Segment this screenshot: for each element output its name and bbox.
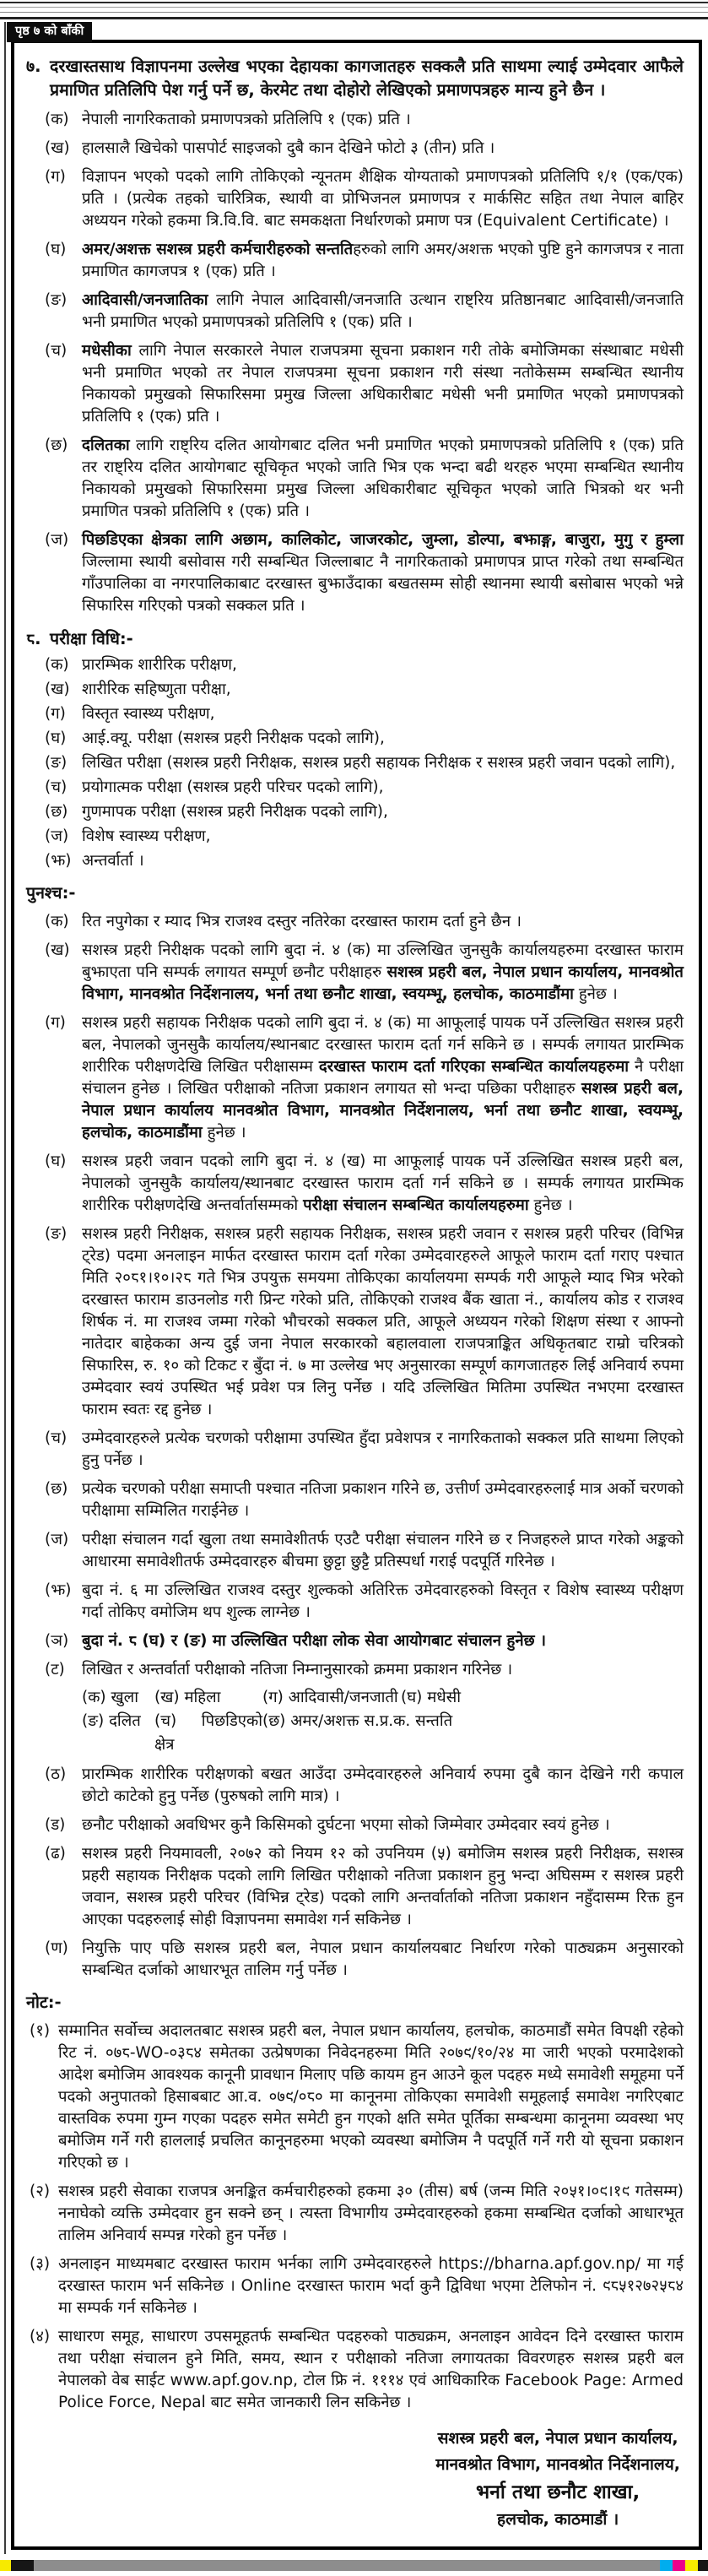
result-order-cell: (छ) अमर/अशक्त स.प्र.क. सन्तति [262,1712,453,1730]
note-item-2 [26,2181,684,2247]
item-label: (ण) [45,1939,68,1957]
item-text: अनलाइन माध्यमबाट दरखास्त फाराम भर्नका लागि उम्मेदवारहरुले https://bharna.apf.gov.np/ मा गई दरखास्त फाराम भर्न सकिनेछ । Online दरखास्त फाराम भर्दा कुनै द्विविधा भएमा टेलिफोन नं. ९८५१२७२५८४ मा सम्पर्क गर्न सकिनेछ । [58,2255,684,2317]
item-label: (ज) [45,1531,69,1548]
signature-line-1: सशस्त्र प्रहरी बल, नेपाल प्रधान कार्यालय, [437,2429,678,2448]
top-rule-upper [0,2,708,8]
result-order-cell: (ङ) दलित [82,1712,141,1730]
item-label: (च) [45,1429,68,1447]
item-text: उम्मेदवारहरुले प्रत्येक चरणको परीक्षामा उपस्थित हुँदा प्रवेशपत्र र नागरिकताको सक्कल प्रति साथमा लिएको हुनु पर्नेछ । [82,1429,684,1469]
result-order-row-2 [82,1710,684,1757]
item-label: (ग) [45,1014,66,1032]
item-text: प्रारम्भिक शारीरिक परीक्षणको बखत आउँदा उम्मेदवारहरुले अनिवार्य रुपमा दुबै कान देखिने गरी कपाल छोटो काटेको हुनु पर्नेछ (पुरुषको लागि मात्र) । [82,1765,684,1805]
item-label: (छ) [45,803,68,821]
sec7-item-6 [26,340,684,428]
note-item-4 [26,2326,684,2414]
result-order-cell: (च) पिछडिएको क्षेत्र [154,1712,262,1754]
item-label: (१) [30,2022,51,2040]
item-label: (ट) [45,1661,65,1678]
item-label: (ज) [45,531,69,549]
item-label: (छ) [45,437,68,454]
item-text: पिछडिएका क्षेत्रका लागि अछाम, कालिकोट, जाजरकोट, जुम्ला, डोल्पा, बझाङ्ग, बाजुरा, मुगु र हुम्ला जिल्लामा स्थायी बसोवास गरी सम्बन्धित जिल्लाबाट नै नागरिकताको प्रमाणपत्र प्राप्त गरेको तथा सम्बन्धित गाँउपालिका वा नगरपालिकाबाट दरखास्त बुझाउँदाका बखतसम्म सोही स्थानमा स्थायी बसोबास भएको भन्ने सिफारिस गरिएको पत्रको सक्कल प्रति । [82,531,684,615]
item-text: विशेष स्वास्थ्य परीक्षण, [82,827,211,845]
item-label: (च) [45,778,68,796]
item-label: (घ) [45,241,67,258]
color-swatch-cyan [660,2560,673,2571]
item-label: (ठ) [45,1765,67,1783]
continuation-badge: पृष्ठ ७ को बाँकी [7,22,92,42]
sec8-item-9 [26,850,684,872]
item-text: प्रत्येक चरणको परीक्षा समाप्ती पश्चात नतिजा प्रकाशन गरिने छ, उत्तीर्ण उम्मेदवारहरुलाई मात्र अर्को चरणको परीक्षामा सम्मिलित गराईनेछ । [82,1480,684,1520]
item-label: (झ) [45,1581,72,1599]
sec8-item-4 [26,728,684,750]
sec7-item-7 [26,435,684,523]
color-swatch-yellow-left [0,2560,11,2571]
section-8-title: परीक्षा विधि:- [50,629,133,648]
item-text: दलितका लागि राष्ट्रिय दलित आयोगबाट दलित भनी प्रमाणित भएको प्रमाणपत्रको प्रतिलिपि १ (एक) प्रति तर राष्ट्रिय दलित आयोगबाट सूचिकृत भएको जाति भित्र एक भन्दा बढी थरहरु भएमा सम्बन्धित स्थानीय निकायको प्रमुखको सिफारिसमा प्रमुख जिल्ला अधिकारीबाट सूचिकृत भएको जाति भित्रको थर भनी प्रमाणित पत्रको प्रतिलिपि १ (एक) प्रति । [82,437,684,520]
punashcha-item-13 [26,1814,684,1836]
item-text: नेपाली नागरिकताको प्रमाणपत्रको प्रतिलिपि १ (एक) प्रति । [82,111,411,128]
item-text-with-grid [82,1659,684,1757]
sec7-item-5 [26,290,684,334]
item-label: (ग) [45,705,66,723]
sec7-item-3 [26,166,684,232]
item-text: सशस्त्र प्रहरी जवान पदको लागि बुदा नं. ४ (ख) मा आफूलाई पायक पर्ने उल्लिखित सशस्त्र प्रहरी बल, नेपालको जुनसुकै कार्यालय/स्थानबाट दरखास्त फाराम दर्ता गर्न सकिने छ । सम्पर्क लगायत प्रारम्भिक शारीरिक परीक्षणदेखि अन्तर्वार्तासम्मको परीक्षा संचालन सम्बन्धित कार्यालयहरुमा हुनेछ । [82,1152,684,1214]
punashcha-item-7 [26,1478,684,1522]
item-text: अमर/अशक्त सशस्त्र प्रहरी कर्मचारीहरुको सन्ततिहरुको लागि अमर/अशक्त भएको पुष्टि हुने कागजपत्र र नाता प्रमाणित कागजपत्र १ (एक) प्रति । [82,241,684,280]
color-swatch-yellow-right [685,2560,698,2571]
item-label: (ञ) [45,1632,69,1650]
section-8-number: ८. [26,629,41,648]
sec8-item-7 [26,801,684,823]
punashcha-item-9 [26,1580,684,1624]
item-label: (ग) [45,168,66,186]
section-8-heading [26,627,684,651]
punashcha-item-8 [26,1529,684,1573]
notice-box [11,40,702,2550]
item-label: (घ) [45,1152,67,1170]
item-text: आई.क्यू. परीक्षा (सशस्त्र प्रहरी निरीक्षक पदको लागि), [82,729,385,747]
punashcha-item-6 [26,1428,684,1472]
item-text: लिखित परीक्षा (सशस्त्र प्रहरी निरीक्षक, सशस्त्र प्रहरी सहायक निरीक्षक र सशस्त्र प्रहरी जवान पदको लागि), [82,754,676,772]
punashcha-items [26,911,684,1982]
item-label: (ढ) [45,1845,66,1863]
section-7-number: ७. [26,57,41,76]
item-text: विज्ञापन भएको पदको लागि तोकिएको न्यूनतम शैक्षिक योग्यताको प्रमाणपत्रको प्रतिलिपि १/१ (एक/एक) प्रति । (प्रत्येक तहको चारित्रिक, स्थायी वा प्रोभिजनल प्रमाणपत्र र मार्कसिट सहित तथा नेपाल बाहिर अध्ययन गरेको हकमा त्रि.वि.वि. बाट समकक्षता निर्धारणको प्रमाण पत्र (Equivalent Certificate) । [82,168,684,230]
item-text: सम्मानित सर्वोच्च अदालतबाट सशस्त्र प्रहरी बल, नेपाल प्रधान कार्यालय, हलचोक, काठमाडौं समेत विपक्षी रहेको रिट नं. ०७८-WO-०३८४ समेतका उत्प्रेषणका निवेदनहरुमा मिति २०७९/१०/२४ मा जारी भएको परमादेशको आदेश बमोजिम आवश्यक कानूनी प्रावधान मिलाए पछि कायम हुन आउने कूल पदहरु मध्ये समावेशी समूहमा पर्ने पदको अनुपातको हिसाबबाट आ.व. ०७९/०८० मा कानूनमा तोकिएका समावेशी समूहलाई समावेश नगरिएबाट वास्तविक रुपमा गुम्न गएका पदहरु समेत समेटी हुन गएको क्षति समेत पूर्तिका सम्बन्धमा कानूनमा व्यवस्था भए बमोजिम गर्ने गरी हाललाई प्रचलित कानूनहरुमा भएको व्यवस्था बमोजिम नै पदपूर्ति गर्ने गरी यो सूचना प्रकाशन गरिएको छ । [58,2022,684,2172]
signature-block [435,2426,680,2533]
result-order-cell: (ग) आदिवासी/जनजाती [262,1689,398,1706]
color-swatch-magenta [673,2560,685,2571]
sec7-item-8 [26,529,684,617]
item-text: मधेसीका लागि नेपाल सरकारले नेपाल राजपत्रमा सूचना प्रकाशन गरी तोके बमोजिमका संस्थाबाट मधेसी भनी प्रमाणित भएको तर नेपाल राजपत्रमा सूचना प्रकाशन गरी संस्था नतोकेसम्म सम्बन्धित स्थानीय निकायको प्रमुखको सिफारिसमा प्रमुख जिल्ला अधिकारीबाट मधेसी भनी प्रमाणित भएको प्रमाणपत्रको प्रतिलिपि १ (एक) प्रति । [82,342,684,426]
item-text: हालसालै खिचेको पासपोर्ट साइजको दुबै कान देखिने फोटो ३ (तीन) प्रति । [82,139,495,157]
item-text: लिखित र अन्तर्वार्ता परीक्षाको नतिजा निम्नानुसारको क्रममा प्रकाशन गरिनेछ । [82,1661,513,1678]
item-text: प्रारम्भिक शारीरिक परीक्षण, [82,656,237,674]
item-label: (ङ) [45,291,68,309]
note-items [26,2020,684,2414]
punashcha-title: पुनश्च:- [26,883,76,903]
item-label: (ज) [45,827,69,845]
item-label: (च) [45,342,68,360]
item-text: साधारण समूह, साधारण उपसमूहतर्फ सम्बन्धित पदहरुको पाठ्यक्रम, अनलाइन आवेदन दिने दरखास्त फाराम तथा परीक्षा संचालन हुने मिति, समय, स्थान र परीक्षाको नतिजा लगायतका विवरणहरु सशस्त्र प्रहरी बल नेपालको वेब साईट www.apf.gov.np, टोल फ्रि नं. १११४ एवं आधिकारिक Facebook Page: Armed Police Force, Nepal बाट समेत जानकारी लिन सकिनेछ । [58,2328,684,2411]
item-label: (ड) [45,1816,66,1834]
sec8-item-1 [26,654,684,676]
sec8-item-3 [26,703,684,725]
section-7-items [26,109,684,617]
sec8-item-2 [26,679,684,701]
item-text: सशस्त्र प्रहरी निरीक्षक पदको लागि बुदा नं. ४ (क) मा उल्लिखित जुनसुकै कार्यालयहरुमा दरखास्त फाराम बुझाएता पनि सम्पर्क लगायत सम्पूर्ण छनौट परीक्षाहरु सशस्त्र प्रहरी बल, नेपाल प्रधान कार्यालय, मानवश्रोत विभाग, मानवश्रोत निर्देशनालय, भर्ना तथा छनौट शाखा, स्वयम्भू, हलचोक, काठमाडौंमा हुनेछ । [82,941,684,1003]
item-text: सशस्त्र प्रहरी सेवाका राजपत्र अनङ्कित कर्मचारीहरुको हकमा ३० (तीस) बर्ष (जन्म मिति २०५१।०९।१९ गतेसम्म) ननाघेको व्यक्ति उम्मेदवार हुन सक्ने छन् । त्यस्ता विभागीय उम्मेदवारहरुको हकमा सम्बन्धित दर्जाको आधारभूत तालिम अनिवार्य सम्पन्न गरेको हुन पर्नेछ । [58,2183,684,2244]
sec8-item-5 [26,752,684,774]
signature-line-2: मानवश्रोत विभाग, मानवश्रोत निर्देशनालय, [435,2455,680,2474]
item-label: (क) [45,111,69,128]
punashcha-item-1 [26,911,684,933]
item-label: (छ) [45,1480,68,1498]
sec8-item-6 [26,777,684,799]
item-text: सशस्त्र प्रहरी निरीक्षक, सशस्त्र प्रहरी सहायक निरीक्षक, सशस्त्र प्रहरी जवान र सशस्त्र प्रहरी परिचर (विभिन्न ट्रेड) पदमा अनलाइन मार्फत दरखास्त फाराम दर्ता गरेका उम्मेदवारहरुले आफूले फाराम दर्ता गराए पश्चात मिति २०८१।१०।२८ गते भित्र उपयुक्त समयमा तोकिएका कार्यालयमा सम्पर्क गरी आफूले म्याद भित्र भरेको दरखास्त फाराम डाउनलोड गरी प्रिन्ट गरेको प्रति, तोकिएको राजश्व बैंक खाता नं., कार्यालय कोड र राजश्व शिर्षक नं. मा राजश्व जम्मा गरेको भौचरको सक्कल प्रति, आफूले अध्ययन गरेको शिक्षण संस्था र आफ्नो नातेदार बाहेकका अन्य दुई जना नेपाल सरकारको बहालवाला राजपत्राङ्कित अधिकृतबाट राम्रो चरित्रको सिफारिस, रु. १० को टिकट र बुँदा नं. ७ मा उल्लेख भए अनुसारका सम्पूर्ण कागजातहरु लिई अनिवार्य रुपमा उम्मेदवार स्वयं उपस्थित भई प्रवेश पत्र लिनु पर्नेछ । यदि उल्लिखित मितिमा उपस्थित नभएमा दरखास्त फाराम स्वतः रद्द हुनेछ । [82,1225,684,1418]
item-label: (क) [45,913,69,930]
punashcha-item-3 [26,1012,684,1144]
item-text: आदिवासी/जनजातिका लागि नेपाल आदिवासी/जनजाति उत्थान राष्ट्रिय प्रतिष्ठानबाट आदिवासी/जनजाति भनी प्रमाणित भएको प्रमाणपत्रको प्रतिलिपि १ (एक) प्रति । [82,291,684,331]
color-swatch-black-right [698,2560,708,2571]
punashcha-item-5 [26,1223,684,1421]
section-7-heading-text: दरखास्तसाथ विज्ञापनमा उल्लेख भएका देहायका कागजातहरु सक्कलै प्रति साथमा ल्याई उम्मेदवार आफैले प्रमाणित प्रतिलिपि पेश गर्नु पर्ने छ, केरमेट तथा दोहोरो लेखिएको प्रमाणपत्रहरु मान्य हुने छैन । [50,57,684,100]
color-swatch-black-left [11,2560,34,2571]
item-text: सशस्त्र प्रहरी नियमावली, २०७२ को नियम १२ को उपनियम (५) बमोजिम सशस्त्र प्रहरी निरीक्षक, सशस्त्र प्रहरी सहायक निरीक्षक पदको लागि लिखित परीक्षाको नतिजा प्रकाशन हुनु भन्दा अघिसम्म र सशस्त्र प्रहरी जवान, सशस्त्र प्रहरी परिचर (विभिन्न ट्रेड) पदको लागि अन्तर्वार्ताको नतिजा प्रकाशन नहुँदासम्म रिक्त हुन आएका पदहरुलाई सोही विज्ञापनमा समावेश गर्न सकिनेछ । [82,1845,684,1928]
item-text: नियुक्ति पाए पछि सशस्त्र प्रहरी बल, नेपाल प्रधान कार्यालयबाट निर्धारण गरेको पाठ्यक्रम अनुसारको सम्बन्धित दर्जाको आधारभूत तालिम गर्नु पर्नेछ । [82,1939,684,1979]
punashcha-item-2 [26,940,684,1006]
item-text: विस्तृत स्वास्थ्य परीक्षण, [82,705,215,723]
note-item-3 [26,2253,684,2319]
item-label: (३) [30,2255,51,2273]
left-column-rule [4,22,6,2554]
punashcha-item-11 [26,1659,684,1757]
note-title: नोट:- [26,1993,62,2012]
item-label: (४) [30,2328,51,2346]
item-text: प्रयोगात्मक परीक्षा (सशस्त्र प्रहरी परिचर पदको लागि), [82,778,384,796]
item-label: (घ) [45,729,67,747]
item-text: परीक्षा संचालन गर्दा खुला तथा समावेशीतर्फ एउटै परीक्षा संचालन गरिने छ र निजहरुले प्राप्त गरेको अङ्कको आधारमा समावेशीतर्फ उम्मेदवारहरु बीचमा छुट्टा छुट्टै प्रतिस्पर्धा गराई पदपूर्ति गरिनेछ । [82,1531,684,1570]
result-order-cell: (क) खुला [82,1689,138,1706]
item-label: (२) [30,2183,51,2200]
item-text: छनौट परीक्षाको अवधिभर कुनै किसिमको दुर्घटना भएमा सोको जिम्मेवार उम्मेदवार स्वयं हुनेछ । [82,1816,610,1834]
item-text: बुदा नं. ८ (घ) र (ङ) मा उल्लिखित परीक्षा लोक सेवा आयोगबाट संचालन हुनेछ । [82,1632,547,1650]
result-order-grid [82,1686,684,1757]
sec7-item-1 [26,109,684,131]
sec7-item-2 [26,138,684,160]
item-text: रित नपुगेका र म्याद भित्र राजश्व दस्तुर नतिरेका दरखास्त फाराम दर्ता हुने छैन । [82,913,522,930]
result-order-row-1 [82,1686,684,1710]
print-color-bar [0,2560,708,2571]
gray-bar [34,2560,660,2571]
item-label: (ख) [45,941,70,959]
item-text: गुणमापक परीक्षा (सशस्त्र प्रहरी निरीक्षक पदको लागि), [82,803,388,821]
sec8-item-8 [26,826,684,848]
item-text: अन्तर्वार्ता । [82,852,144,870]
punashcha-item-12 [26,1764,684,1808]
item-label: (क) [45,656,69,674]
punashcha-item-15 [26,1938,684,1982]
signature-line-3: भर्ना तथा छनौट शाखा, [475,2481,640,2503]
result-order-cell: (घ) मधेसी [401,1689,461,1706]
section-8-items [26,654,684,872]
punashcha-item-14 [26,1843,684,1931]
item-label: (ङ) [45,1225,68,1243]
top-rule-lower [0,12,708,19]
item-text: बुदा नं. ६ मा उल्लिखित राजश्व दस्तुर शुल्कको अतिरिक्त उमेदवारहरुको विस्तृत र विशेष स्वास्थ्य परीक्षण गर्दा तोकिए वमोजिम थप शुल्क लाग्नेछ । [82,1581,684,1621]
item-label: (ख) [45,681,70,698]
result-order-cell: (ख) महिला [154,1689,221,1706]
item-label: (ङ) [45,754,68,772]
item-label: (झ) [45,852,72,870]
punashcha-item-4 [26,1151,684,1217]
section-7-heading [26,55,684,102]
item-text: सशस्त्र प्रहरी सहायक निरीक्षक पदको लागि बुदा नं. ४ (क) मा आफूलाई पायक पर्ने उल्लिखित सशस्त्र प्रहरी बल, नेपालको जुनसुकै कार्यालय/स्थानबाट दरखास्त फाराम दर्ता गर्न सकिने छ । सम्पर्क लगायत प्रारम्भिक शारीरिक परीक्षणदेखि लिखित परीक्षासम्म दरखास्त फाराम दर्ता गरिएका सम्बन्धित कार्यालयहरुमा नै परीक्षा संचालन हुनेछ । लिखित परीक्षाको नतिजा प्रकाशन लगायत सो भन्दा पछिका परीक्षाहरु सशस्त्र प्रहरी बल, नेपाल प्रधान कार्यालय मानवश्रोत विभाग, मानवश्रोत निर्देशनालय, भर्ना तथा छनौट शाखा, स्वयम्भू, हलचोक, काठमाडौंमा हुनेछ । [82,1014,684,1142]
signature-line-4: हलचोक, काठमाडौं । [497,2510,619,2529]
item-text: शारीरिक सहिष्णुता परीक्षा, [82,681,231,698]
note-item-1 [26,2020,684,2174]
punashcha-item-10 [26,1630,684,1652]
sec7-item-4 [26,239,684,283]
item-label: (ख) [45,139,70,157]
